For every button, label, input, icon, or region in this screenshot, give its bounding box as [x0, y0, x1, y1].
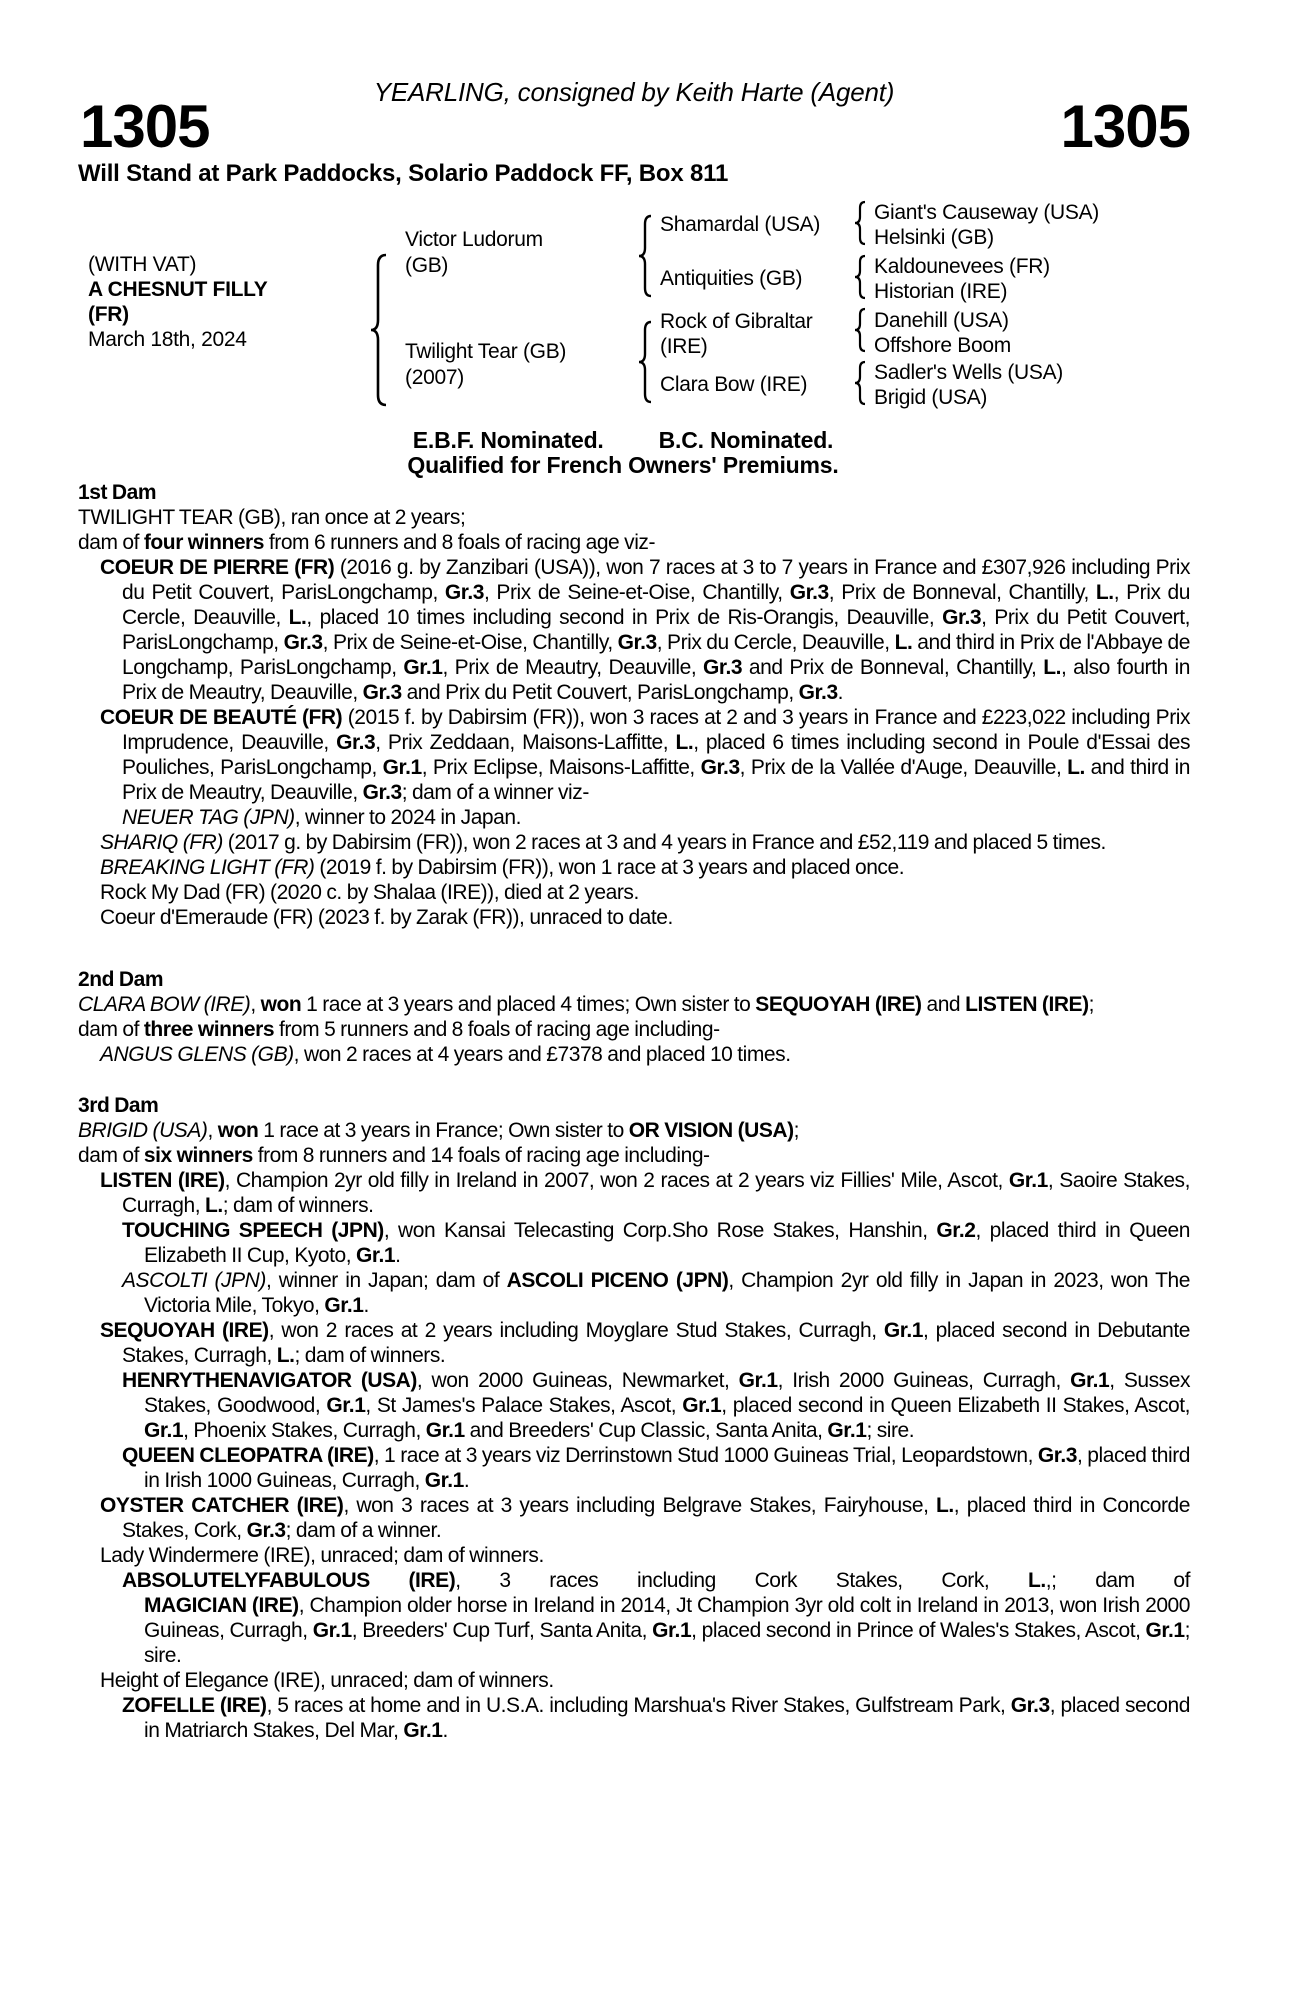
catalogue-paragraph: MAGICIAN (IRE), Champion older horse in Ireland in 2014, Jt Champion 3yr old colt in Ireland in 2013, won Irish 2000 Guineas, Curragh, Gr.1, Breeders' Cup Turf, Santa Anita, Gr.1, placed second in Prince of Wales's Stakes, Ascot, Gr.1; sire. [144, 1594, 1191, 1667]
consignment-line: YEARLING, consigned by Keith Harte (Agent) [373, 77, 895, 107]
pedigree-table [0, 0, 1315, 430]
lot-number-right: 1305 [1060, 93, 1190, 160]
dam-section [78, 480, 1190, 930]
catalogue-paragraph: Coeur d'Emeraude (FR) (2023 f. by Zarak (FR)), unraced to date. [100, 906, 673, 929]
gen2-cell: Clara Bow (IRE) [660, 373, 808, 396]
nominations-line2: Qualified for French Owners' Premiums. [407, 452, 839, 478]
dam-section [78, 967, 1190, 1067]
catalogue-paragraph: HENRYTHENAVIGATOR (USA), won 2000 Guineas, Newmarket, Gr.1, Irish 2000 Guineas, Curragh, Gr.1, Sussex Stakes, Goodwood, Gr.1, St James's Palace Stakes, Ascot, Gr.1, placed second in Queen Elizabeth II Stakes, Ascot, Gr.1, Phoenix Stakes, Curragh, Gr.1 and Breeders' Cup Classic, Santa Anita, Gr.1; sire. [122, 1369, 1191, 1442]
catalogue-paragraph: ASCOLTI (JPN), winner in Japan; dam of ASCOLI PICENO (JPN), Champion 2yr old filly in Japan in 2023, won The Victoria Mile, Tokyo, Gr.1. [122, 1269, 1190, 1317]
catalogue-paragraph: Lady Windermere (IRE), unraced; dam of winners. [100, 1544, 544, 1567]
vat-note: (WITH VAT) [88, 253, 197, 276]
gen3-pair: Danehill (USA) Offshore Boom [874, 309, 1011, 357]
gen3-pair: Giant's Causeway (USA) Helsinki (GB) [874, 201, 1099, 249]
gen3-pair: Kaldounevees (FR) Historian (IRE) [874, 255, 1050, 303]
catalogue-paragraph: COEUR DE PIERRE (FR) (2016 g. by Zanzibari (USA)), won 7 races at 3 to 7 years in France and £307,926 including Prix du Petit Couvert, ParisLongchamp, Gr.3, Prix de Seine-et-Oise, Chantilly, Gr.3, Prix de Bonneval, Chantilly, L., Prix du Cercle, Deauville, L., placed 10 times including second in Prix de Ris-Orangis, Deauville, Gr.3, Prix du Petit Couvert, ParisLongchamp, Gr.3, Prix de Seine-et-Oise, Chantilly, Gr.3, Prix du Cercle, Deauville, L. and third in Prix de l'Abbaye de Longchamp, ParisLongchamp, Gr.1, Prix de Meautry, Deauville, Gr.3 and Prix de Bonneval, Chantilly, L., also fourth in Prix de Meautry, Deauville, Gr.3 and Prix du Petit Couvert, ParisLongchamp, Gr.3. [100, 556, 1191, 704]
pedigree-brace-icon [852, 307, 867, 353]
sire-line2: (GB) [405, 254, 449, 277]
gen2-cell: Antiquities (GB) [660, 267, 803, 290]
nominations [78, 428, 1168, 478]
catalogue-paragraph: ABSOLUTELYFABULOUS (IRE), 3 races including Cork Stakes, Cork, L.,; dam of [122, 1569, 1191, 1592]
catalogue-paragraph: SEQUOYAH (IRE), won 2 races at 2 years including Moyglare Stud Stakes, Curragh, Gr.1, placed second in Debutante Stakes, Curragh, L.; dam of winners. [100, 1319, 1190, 1367]
bc-nominated: B.C. Nominated. [658, 427, 834, 453]
dam-section [78, 1093, 1190, 1743]
pedigree-brace-icon [852, 254, 867, 300]
gen2-cell: Shamardal (USA) [660, 213, 821, 236]
pedigree-text [78, 480, 1190, 1743]
nominations-line1 [78, 428, 1168, 453]
catalogue-paragraph: BREAKING LIGHT (FR) (2019 f. by Dabirsim (FR)), won 1 race at 3 years and placed once. [100, 856, 905, 879]
catalogue-paragraph: OYSTER CATCHER (IRE), won 3 races at 3 years including Belgrave Stakes, Fairyhouse, L., placed third in Concorde Stakes, Cork, Gr.3; dam of a winner. [100, 1494, 1190, 1542]
catalogue-paragraph: TWILIGHT TEAR (GB), ran once at 2 years; [78, 506, 466, 529]
dam-line2: (2007) [405, 366, 464, 389]
subject-block [88, 252, 267, 352]
stand-location: Will Stand at Park Paddocks, Solario Paddock FF, Box 811 [78, 160, 729, 187]
catalogue-paragraph: NEUER TAG (JPN), winner to 2024 in Japan. [122, 806, 521, 829]
ebf-nominated: E.B.F. Nominated. [412, 427, 604, 453]
catalogue-paragraph: ANGUS GLENS (GB), won 2 races at 4 years and £7378 and placed 10 times. [100, 1043, 791, 1066]
catalogue-paragraph: TOUCHING SPEECH (JPN), won Kansai Telecasting Corp.Sho Rose Stakes, Hanshin, Gr.2, placed third in Queen Elizabeth II Cup, Kyoto, Gr.1. [122, 1219, 1190, 1267]
dam-section-heading: 3rd Dam [78, 1094, 159, 1117]
catalogue-paragraph: Height of Elegance (IRE), unraced; dam of winners. [100, 1669, 554, 1692]
pedigree-brace-icon [636, 320, 654, 404]
catalogue-paragraph: COEUR DE BEAUTÉ (FR) (2015 f. by Dabirsim (FR)), won 3 races at 2 and 3 years in France and £223,022 including Prix Imprudence, Deauville, Gr.3, Prix Zeddaan, Maisons-Laffitte, L., placed 6 times including second in Poule d'Essai des Pouliches, ParisLongchamp, Gr.1, Prix Eclipse, Maisons-Laffitte, Gr.3, Prix de la Vallée d'Auge, Deauville, L. and third in Prix de Meautry, Deauville, Gr.3; dam of a winner viz- [100, 706, 1191, 804]
subject-name: A CHESNUT FILLY [88, 278, 268, 301]
subject-suffix: (FR) [88, 303, 129, 326]
catalogue-paragraph: dam of six winners from 8 runners and 14 foals of racing age including- [78, 1144, 710, 1167]
dam-cell [405, 339, 566, 391]
pedigree-brace-icon [368, 253, 390, 407]
catalogue-paragraph: CLARA BOW (IRE), won 1 race at 3 years and placed 4 times; Own sister to SEQUOYAH (IRE) and LISTEN (IRE); [78, 993, 1095, 1016]
catalogue-paragraph: Rock My Dad (FR) (2020 c. by Shalaa (IRE)), died at 2 years. [100, 881, 639, 904]
catalogue-paragraph: ZOFELLE (IRE), 5 races at home and in U.S.A. including Marshua's River Stakes, Gulfstream Park, Gr.3, placed second in Matriarch Stakes, Del Mar, Gr.1. [122, 1694, 1190, 1742]
pedigree-brace-icon [852, 200, 867, 246]
pedigree-brace-icon [852, 360, 867, 406]
catalogue-paragraph: LISTEN (IRE), Champion 2yr old filly in Ireland in 2007, won 2 races at 2 years viz Fillies' Mile, Ascot, Gr.1, Saoire Stakes, Curragh, L.; dam of winners. [100, 1169, 1190, 1217]
catalogue-paragraph: dam of four winners from 6 runners and 8 foals of racing age viz- [78, 531, 656, 554]
dam-name: Twilight Tear (GB) [405, 340, 567, 363]
lot-number-left: 1305 [80, 93, 210, 160]
pedigree-brace-icon [636, 214, 654, 298]
dam-section-heading: 1st Dam [78, 481, 157, 504]
foal-date: March 18th, 2024 [88, 328, 247, 351]
catalogue-paragraph: SHARIQ (FR) (2017 g. by Dabirsim (FR)), won 2 races at 3 and 4 years in France and £52,119 and placed 5 times. [100, 831, 1106, 854]
sire-name: Victor Ludorum [405, 228, 543, 251]
catalogue-paragraph: QUEEN CLEOPATRA (IRE), 1 race at 3 years viz Derrinstown Stud 1000 Guineas Trial, Leopardstown, Gr.3, placed third in Irish 1000 Guineas, Curragh, Gr.1. [122, 1444, 1191, 1492]
gen3-pair: Sadler's Wells (USA) Brigid (USA) [874, 361, 1063, 409]
catalogue-paragraph: BRIGID (USA), won 1 race at 3 years in France; Own sister to OR VISION (USA); [78, 1119, 800, 1142]
catalogue-paragraph: dam of three winners from 5 runners and 8 foals of racing age including- [78, 1018, 720, 1041]
gen2-cell: Rock of Gibraltar (IRE) [660, 310, 813, 358]
sire-cell [405, 227, 543, 279]
dam-section-heading: 2nd Dam [78, 968, 164, 991]
